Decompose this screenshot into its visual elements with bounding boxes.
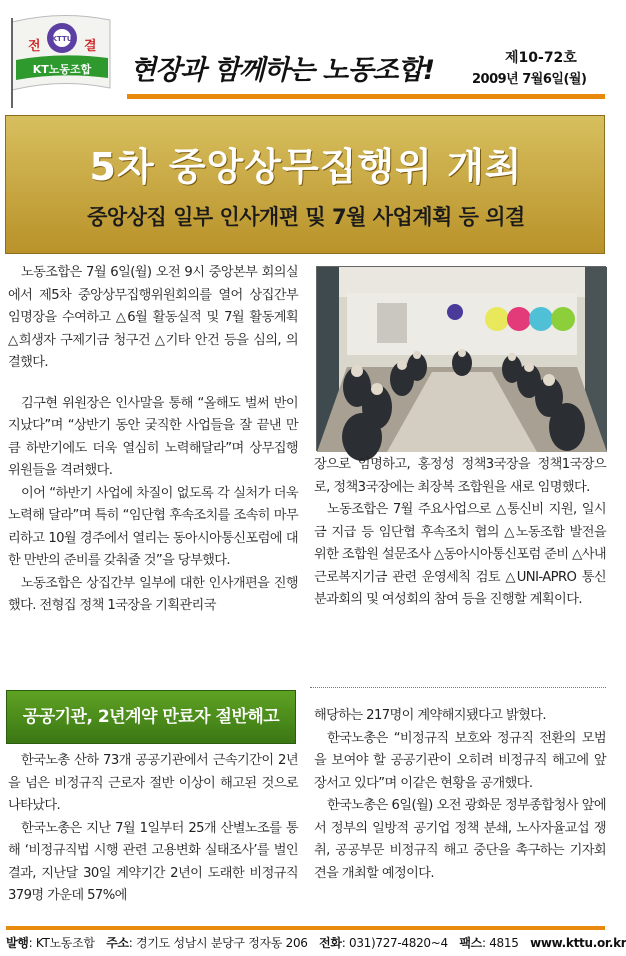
fax: : 4815: [481, 936, 519, 950]
article2-paragraph: 해당하는 217명이 계약해지됐다고 밝혔다.: [314, 708, 546, 723]
article2-title: 공공기관, 2년계약 만료자 절반해고: [6, 690, 296, 744]
footer: [6, 934, 626, 951]
publisher: : KT노동조합: [28, 936, 95, 950]
article1-left-column: [8, 262, 298, 618]
article2-paragraph: 한국노총은 “비정규직 보호와 정규직 전환의 모범을 보여야 할 공공기관이 오히려 비정규직 해고에 앞장서고 있다”며 이같은 현황을 공개했다.: [314, 730, 606, 791]
footer-rule: [6, 926, 605, 930]
section-divider: [310, 687, 606, 688]
headline-banner: [5, 115, 605, 254]
issue-number: 제10-72호: [505, 50, 577, 66]
website-link[interactable]: www.kttu.or.kr: [530, 936, 626, 950]
fax-label: 팩스: [459, 936, 482, 950]
article1-paragraph: 장으로 임명하고, 홍정성 정책3국장을 정책1국장으로, 정책3국장에는 최장복 조합원을 새로 임명했다.: [314, 457, 606, 495]
svg-text:KT노동조합: KT노동조합: [32, 63, 92, 76]
svg-text:전: 전: [28, 39, 41, 54]
publisher-label: 발행: [6, 936, 29, 950]
article1-paragraph: 노동조합은 상집간부 일부에 대한 인사개편을 진행했다. 전형집 정책 1국장을 기획관리국: [8, 575, 298, 613]
meeting-room-image: [317, 267, 607, 452]
address-label: 주소: [106, 936, 129, 950]
svg-text:결: 결: [84, 39, 97, 54]
address: : 경기도 성남시 분당구 정자동 206: [128, 936, 308, 950]
article1-right-column: [314, 454, 606, 612]
masthead: [0, 0, 611, 112]
slogan: 현장과 함께하는 노동조합!: [130, 55, 435, 86]
phone-label: 전화: [319, 936, 342, 950]
article2-paragraph: 한국노총은 지난 7월 1일부터 25개 산별노조를 통해 ‘비정규직법 시행 관련 고용변화 실태조사’를 벌인 결과, 지난달 30일 계약기간 2년이 도래한 비정규직 379명 가운데 57%에: [8, 820, 298, 903]
article1-paragraph: 김구현 위원장은 인사말을 통해 “올해도 벌써 반이 지났다”며 “상반기 동안 궂직한 사업들을 잘 끝낸 만큼 하반기에도 더욱 열심히 노력해달라”며 상무집행위원들을 격려했다.: [8, 395, 298, 478]
article2-left-column: [8, 750, 298, 908]
svg-text:KTTU: KTTU: [51, 35, 73, 43]
union-flag-logo: [6, 8, 116, 108]
meeting-photo: [316, 266, 606, 451]
article2-right-column: [314, 705, 606, 885]
phone: : 031)727-4820~4: [341, 936, 448, 950]
issue-date: 2009년 7월6일(월): [472, 72, 587, 87]
article1-paragraph: 이어 “하반기 사업에 차질이 없도록 각 실처가 더욱 노력해 달라”며 특히 “임단협 후속조치를 조속히 마무리하고 10월 경주에서 열리는 동아시아통신포럼에 대한 만반의 준비를 갖춰줄 것”을 당부했다.: [8, 485, 298, 568]
masthead-rule: [127, 94, 605, 99]
article1-paragraph: 노동조합은 7월 주요사업으로 △통신비 지원, 일시금 지급 등 임단협 후속조치 협의 △노동조합 발전을 위한 조합원 설문조사 △동아시아통신포럼 준비 △사내근로복지기금 관련 운영세칙 검토 △UNI-APRO 통신분과회의 및 여성회의 참여 등을 진행할 계획이다.: [314, 502, 606, 607]
headline: 5차 중앙상무집행위 개최: [89, 145, 523, 189]
article2-paragraph: 한국노총 산하 73개 공공기관에서 근속기간이 2년을 넘은 비정규직 근로자 절반 이상이 해고된 것으로 나타났다.: [8, 753, 298, 813]
article2-paragraph: 한국노총은 6일(월) 오전 광화문 정부종합청사 앞에서 정부의 일방적 공기업 정책 분쇄, 노사자율교섭 쟁취, 공공부문 비정규직 해고 중단을 촉구하는 기자회견을 개최할 예정이다.: [314, 798, 606, 881]
article1-paragraph: 노동조합은 7월 6일(월) 오전 9시 중앙본부 회의실에서 제5차 중앙상무집행위원회의를 열어 상집간부 임명장을 수여하고 △6월 활동실적 및 7월 활동계획 △희생자 구제기금 청구건 △기타 안건 등을 심의, 의결했다.: [8, 265, 298, 370]
subheadline: 중앙상집 일부 인사개편 및 7월 사업계획 등 의결: [87, 205, 525, 229]
